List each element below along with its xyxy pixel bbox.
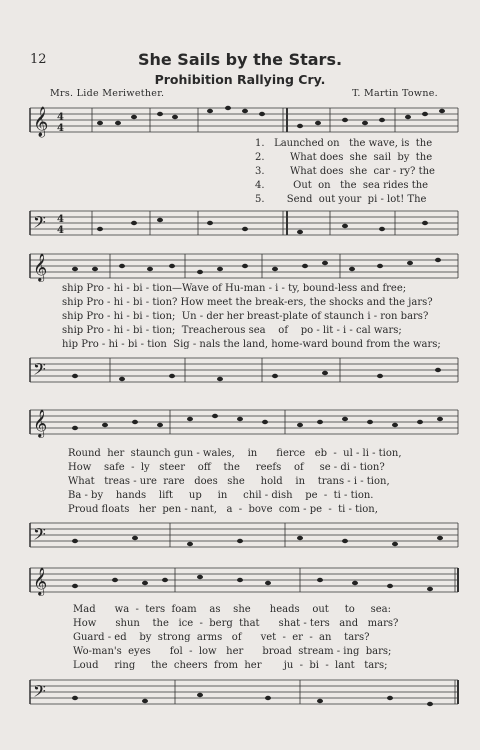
composer-credit: T. Martin Towne. [352, 88, 438, 99]
system-2-treble-staff [0, 248, 480, 288]
svg-text:𝄢: 𝄢 [33, 524, 46, 548]
lyric-line: Round her staunch gun - wales, in fierce eb - ul - li - tion, [68, 448, 402, 459]
svg-text:𝄢: 𝄢 [33, 681, 46, 705]
hymn-subtitle: Prohibition Rallying Cry. [154, 72, 326, 87]
lyric-line: Loud ring the cheers from her ju - bi - lant tars; [73, 660, 388, 671]
system-4-treble-staff [0, 560, 480, 604]
lyric-line: hip Pro - hi - bi - tion Sig - nals the land, home-ward bound from the wars; [62, 339, 441, 350]
lyric-line: 4. Out on the sea rides the [255, 180, 429, 191]
svg-text:𝄢: 𝄢 [33, 359, 46, 383]
lyric-line: Wo-man's eyes fol - low her broad stream - ing bars; [73, 646, 392, 657]
lyric-line: Guard - ed by strong arms of vet - er - an tars? [73, 632, 370, 643]
system-4-bass-staff [0, 672, 480, 718]
svg-text:𝄞: 𝄞 [33, 567, 48, 595]
lyric-line: How safe - ly steer off the reefs of se - di - tion? [68, 462, 385, 473]
page-number: 12 [30, 52, 47, 67]
lyric-line: ship Pro - hi - bi - tion; Treacherous sea of po - lit - i - cal wars; [62, 325, 402, 336]
svg-text:4: 4 [57, 112, 64, 123]
lyric-line: ship Pro - hi - bi - tion—Wave of Hu-man - i - ty, bound-less and free; [62, 283, 407, 294]
lyric-line: 5. Send out your pi - lot! The [255, 194, 427, 205]
lyric-line: 1. Launched on the wave, is the [255, 138, 433, 149]
svg-text:𝄞: 𝄞 [33, 107, 49, 137]
svg-text:𝄞: 𝄞 [33, 409, 48, 437]
lyric-line: ship Pro - hi - bi - tion? How meet the break-ers, the shocks and the jars? [62, 297, 433, 308]
system-1-bass-staff [0, 205, 480, 245]
hymn-title: She Sails by the Stars. [137, 50, 343, 69]
lyric-line: Ba - by hands lift up in chil - dish pe - ti - tion. [68, 490, 374, 501]
svg-text:4: 4 [57, 123, 64, 134]
lyric-line: Mad wa - ters foam as she heads out to sea: [73, 604, 392, 615]
system-3-bass-staff [0, 515, 480, 557]
lyric-line: 2. What does she sail by the [255, 152, 433, 163]
svg-text:4: 4 [57, 214, 64, 225]
author-credit: Mrs. Lide Meriwether. [50, 88, 165, 99]
lyric-line: How shun the ice - berg that shat - ters and mars? [73, 618, 399, 629]
svg-text:𝄢: 𝄢 [33, 212, 46, 236]
lyric-line: ship Pro - hi - bi - tion; Un - der her breast-plate of staunch i - ron bars? [62, 311, 429, 322]
lyric-line: Proud floats her pen - nant, a - bove com - pe - ti - tion, [68, 504, 378, 515]
lyric-line: 3. What does she car - ry? the [255, 166, 435, 177]
svg-text:4: 4 [57, 225, 64, 236]
svg-text:𝄞: 𝄞 [33, 253, 48, 281]
system-3-treble-staff [0, 402, 480, 446]
system-2-bass-staff [0, 352, 480, 392]
lyric-line: What treas - ure rare does she hold in trans - i - tion, [68, 476, 390, 487]
